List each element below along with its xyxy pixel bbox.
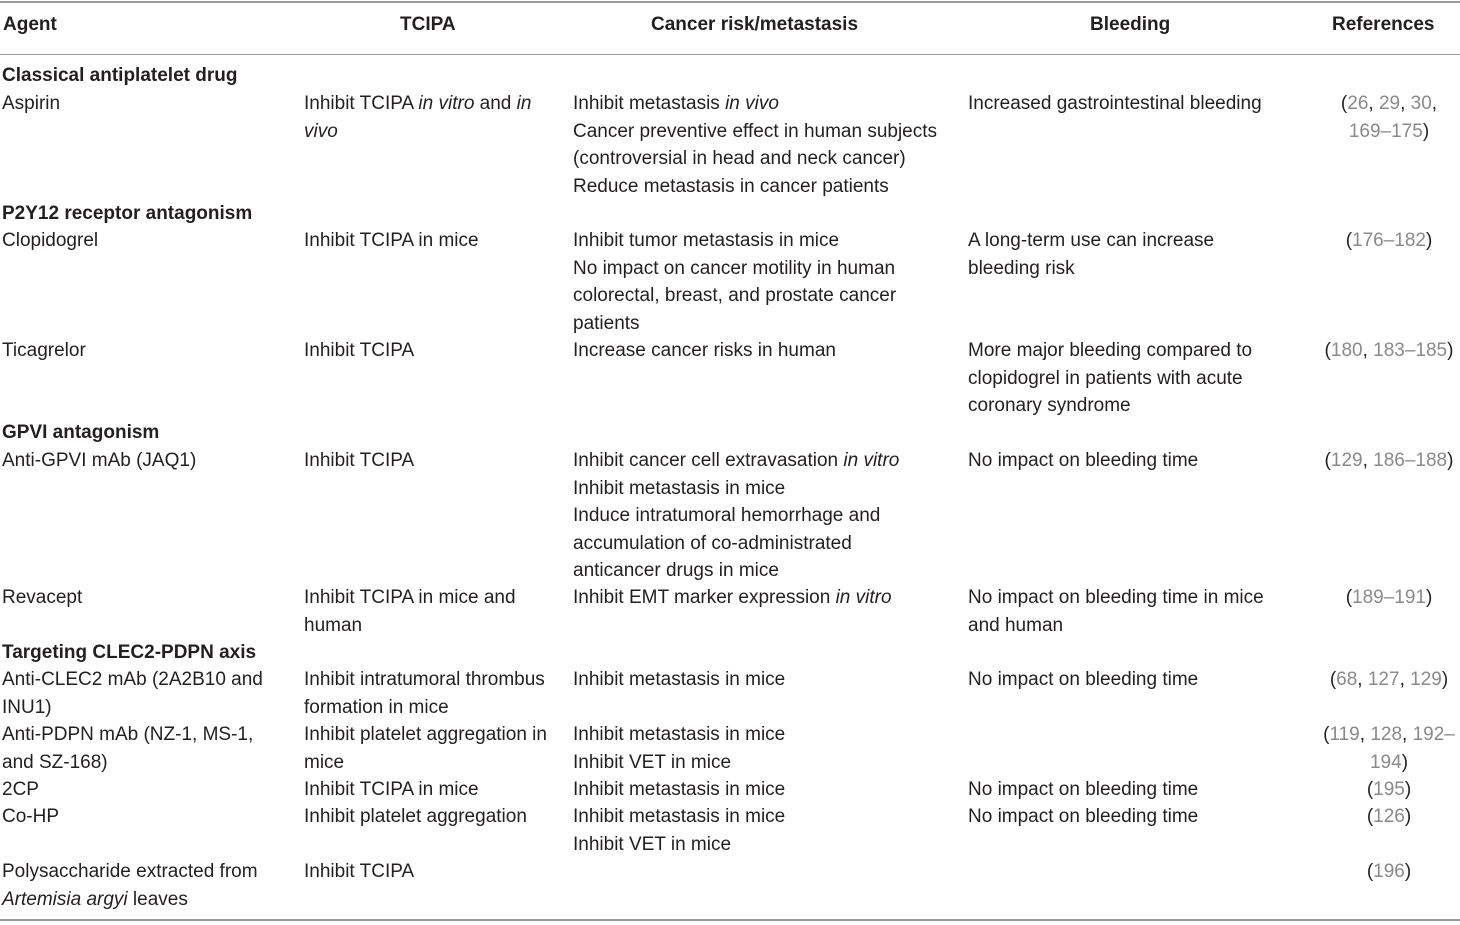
header-references: References	[1332, 14, 1435, 35]
tcipa-cell: Inhibit TCIPA in mice	[304, 230, 479, 251]
reference-link[interactable]: 192–	[1412, 724, 1455, 745]
agent-cell: Revacept	[2, 587, 83, 608]
references-cell: (180, 183–185)	[1324, 340, 1454, 361]
tcipa-cell: Inhibit TCIPA	[304, 861, 415, 882]
reference-link[interactable]: 189–191	[1352, 587, 1426, 608]
agent-cell: Anti-CLEC2 mAb (2A2B10 and INU1)	[2, 669, 263, 718]
reference-link[interactable]: 129	[1330, 450, 1363, 471]
bleeding-cell: No impact on bleeding time	[968, 450, 1199, 471]
cancer-cell: Inhibit metastasis in vivo Cancer preventive effect in human subjects (controversial in head and neck cancer) Reduce metastasis in cancer patients	[573, 93, 938, 197]
table-top-rule	[0, 1, 1460, 3]
reference-link[interactable]: 30	[1410, 93, 1432, 114]
bleeding-cell: A long-term use can increase bleeding risk	[968, 230, 1215, 279]
reference-link[interactable]: 169–175	[1348, 120, 1423, 142]
section-heading: Classical antiplatelet drug	[2, 65, 238, 86]
references-cell: (68, 127, 129)	[1329, 669, 1449, 690]
cancer-cell: Inhibit metastasis in mice	[573, 669, 786, 690]
bleeding-cell: More major bleeding compared to clopidogrel in patients with acute coronary syndrome	[968, 340, 1253, 416]
agent-cell: Anti-PDPN mAb (NZ-1, MS-1, and SZ-168)	[2, 724, 254, 773]
agent-cell: Co-HP	[2, 806, 60, 827]
header-bleeding: Bleeding	[1090, 14, 1171, 35]
tcipa-cell: Inhibit TCIPA	[304, 340, 415, 361]
header-cancer-risk: Cancer risk/metastasis	[651, 14, 859, 35]
tcipa-cell: Inhibit platelet aggregation in mice	[304, 724, 547, 773]
reference-link[interactable]: 126	[1373, 806, 1405, 827]
cancer-cell: Inhibit metastasis in mice	[573, 779, 786, 800]
reference-link[interactable]: 176–182	[1352, 230, 1426, 251]
reference-link[interactable]: 180	[1330, 340, 1363, 361]
agent-cell: Polysaccharide extracted from Artemisia argyi leaves	[2, 861, 258, 910]
bleeding-cell: Increased gastrointestinal bleeding	[968, 93, 1262, 114]
tcipa-cell: Inhibit TCIPA in mice and human	[304, 587, 516, 636]
reference-link[interactable]: 29	[1378, 93, 1401, 114]
reference-link[interactable]: 26	[1347, 93, 1369, 114]
tcipa-cell: Inhibit TCIPA in mice	[304, 779, 479, 800]
references-cell: (119, 128, 192– 194)	[1323, 724, 1455, 773]
section-heading: Targeting CLEC2-PDPN axis	[2, 642, 257, 663]
tcipa-cell: Inhibit TCIPA	[304, 450, 415, 471]
references-cell: (196)	[1366, 861, 1412, 882]
reference-link[interactable]: 183–185	[1373, 340, 1448, 361]
reference-link[interactable]: 119	[1329, 724, 1360, 745]
bleeding-cell: No impact on bleeding time	[968, 806, 1199, 827]
reference-link[interactable]: 128	[1370, 724, 1403, 745]
cancer-cell: Inhibit metastasis in mice Inhibit VET in mice	[573, 806, 786, 855]
cancer-cell: Increase cancer risks in human	[573, 340, 836, 361]
cancer-cell: Inhibit tumor metastasis in mice No impact on cancer motility in human colorectal, breast, and prostate cancer patients	[573, 230, 897, 334]
tcipa-cell: Inhibit platelet aggregation	[304, 806, 527, 827]
section-heading: GPVI antagonism	[2, 422, 160, 443]
agent-cell: Anti-GPVI mAb (JAQ1)	[2, 450, 197, 471]
reference-link[interactable]: 129	[1410, 669, 1442, 690]
reference-link[interactable]: 196	[1373, 861, 1405, 882]
references-cell: (176–182)	[1345, 230, 1433, 251]
table-bottom-rule	[0, 919, 1460, 921]
reference-link[interactable]: 194	[1369, 751, 1402, 773]
header-agent: Agent	[3, 14, 57, 35]
bleeding-cell: No impact on bleeding time in mice and human	[968, 587, 1264, 636]
agent-cell: Aspirin	[2, 93, 61, 114]
section-heading: P2Y12 receptor antagonism	[2, 203, 253, 224]
reference-link[interactable]: 186–188	[1373, 450, 1448, 471]
cancer-cell: Inhibit EMT marker expression in vitro	[573, 587, 892, 608]
cancer-cell: Inhibit metastasis in mice Inhibit VET in mice	[573, 724, 786, 773]
bleeding-cell: No impact on bleeding time	[968, 779, 1199, 800]
references-cell: (26, 29, 30, 169–175)	[1340, 93, 1438, 142]
references-cell: (195)	[1366, 779, 1412, 800]
tcipa-cell: Inhibit TCIPA in vitro and in vivo	[304, 93, 532, 142]
references-cell: (126)	[1366, 806, 1412, 827]
cancer-cell: Inhibit cancer cell extravasation in vitro Inhibit metastasis in mice Induce intratumoral hemorrhage and accumulation of co-administrated anticancer drugs in mice	[573, 450, 900, 581]
agent-cell: 2CP	[2, 779, 39, 800]
reference-link[interactable]: 68	[1336, 669, 1358, 690]
reference-link[interactable]: 127	[1367, 669, 1400, 690]
reference-link[interactable]: 195	[1373, 779, 1405, 800]
tcipa-cell: Inhibit intratumoral thrombus formation in mice	[304, 669, 545, 718]
header-tcipa: TCIPA	[400, 14, 456, 35]
references-cell: (129, 186–188)	[1324, 450, 1454, 471]
agent-cell: Clopidogrel	[2, 230, 99, 251]
bleeding-cell: No impact on bleeding time	[968, 669, 1199, 690]
agent-cell: Ticagrelor	[2, 340, 86, 361]
references-cell: (189–191)	[1345, 587, 1433, 608]
header-rule	[0, 54, 1460, 55]
